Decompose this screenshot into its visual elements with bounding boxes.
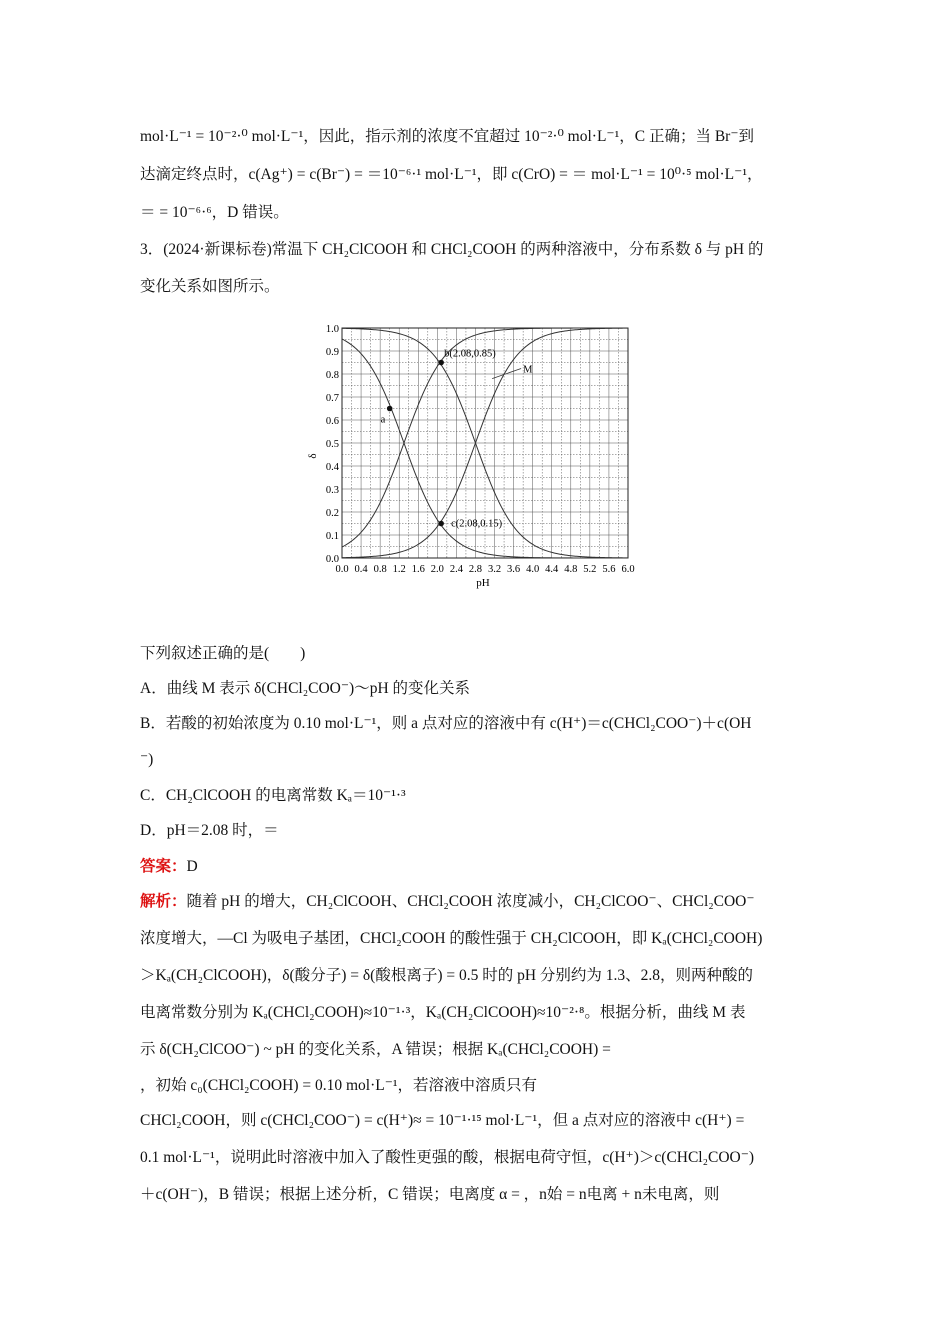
distribution-chart xyxy=(296,316,646,594)
question-3-line-1: 3．(2024·新课标卷)常温下 CH₂ClCOOH 和 CHCl₂COOH 的两种溶液中，分布系数 δ 与 pH 的 xyxy=(140,241,764,258)
x-tick-label: 2.4 xyxy=(449,564,463,575)
answer-label: 答案： xyxy=(140,858,187,875)
option-b-line-1: B．若酸的初始浓度为 0.10 mol·L⁻¹，则 a 点对应的溶液中有 c(H⁺)＝c(CHCl₂COO⁻)＋c(OH xyxy=(140,715,752,732)
option-a: A．曲线 M 表示 δ(CHCl₂COO⁻)～pH 的变化关系 xyxy=(140,680,471,697)
x-tick-label: 0.4 xyxy=(354,564,368,575)
text-line-2: 达滴定终点时，c(Ag⁺) = c(Br⁻) = ＝10⁻⁶·¹ mol·L⁻¹，即 c(CrO) = ＝ mol·L⁻¹ = 10⁰·⁵ mol·L⁻¹， xyxy=(140,166,763,183)
data-point xyxy=(438,521,444,527)
chart-points xyxy=(381,349,533,530)
y-tick-label: 0.3 xyxy=(325,485,339,496)
data-point xyxy=(387,406,393,412)
x-tick-label: 4.0 xyxy=(526,564,540,575)
x-tick-label: 1.2 xyxy=(392,564,406,575)
option-c: C．CH₂ClCOOH 的电离常数 Kₐ＝10⁻¹·³ xyxy=(140,787,406,804)
x-tick-label: 2.0 xyxy=(430,564,444,575)
text-line-3: ＝ = 10⁻⁶·⁶，D 错误。 xyxy=(140,204,289,221)
x-tick-label: 2.8 xyxy=(468,564,483,575)
x-tick-label: 0.0 xyxy=(335,564,349,575)
y-tick-label: 0.4 xyxy=(325,462,339,473)
x-tick-label: 3.2 xyxy=(487,564,502,575)
analysis-line-9: ＋c(OH⁻)，B 错误；根据上述分析，C 错误；电离度 α = ，n始 = n电离 + n未电离，则 xyxy=(140,1186,720,1203)
data-point xyxy=(438,360,444,366)
answer-value: D xyxy=(186,858,198,875)
point-label: a xyxy=(380,414,386,426)
curve-m-label: M xyxy=(523,364,533,376)
analysis-line-3: ＞Kₐ(CH₂ClCOOH)，δ(酸分子) = δ(酸根离子) = 0.5 时的 pH 分别约为 1.3、2.8，则两种酸的 xyxy=(140,967,754,984)
x-axis-label: pH xyxy=(476,577,490,589)
analysis-text-1: 随着 pH 的增大，CH₂ClCOOH、CHCl₂COOH 浓度减小，CH₂ClCOO⁻、CHCl₂COO⁻ xyxy=(186,893,755,910)
x-tick-label: 5.6 xyxy=(602,564,616,575)
y-tick-label: 0.9 xyxy=(325,347,339,358)
question-stem: 下列叙述正确的是( ) xyxy=(140,645,306,662)
y-axis-label: δ xyxy=(307,453,319,459)
y-tick-label: 0.6 xyxy=(325,416,339,427)
x-tick-label: 4.8 xyxy=(564,564,578,575)
x-tick-label: 4.4 xyxy=(545,564,559,575)
y-tick-label: 0.8 xyxy=(325,370,339,381)
analysis-line-7: CHCl₂COOH，则 c(CHCl₂COO⁻) = c(H⁺)≈ = 10⁻¹·¹⁵ mol·L⁻¹，但 a 点对应的溶液中 c(H⁺) = xyxy=(140,1112,745,1129)
distribution-figure xyxy=(296,316,646,594)
y-tick-label: 0.2 xyxy=(325,508,339,519)
y-tick-label: 0.1 xyxy=(325,531,339,542)
question-3-line-2: 变化关系如图所示。 xyxy=(140,278,280,295)
option-b-line-2: ⁻) xyxy=(140,751,154,768)
y-tick-label: 0.5 xyxy=(325,439,339,450)
option-d: D．pH＝2.08 时，＝ xyxy=(140,822,279,839)
x-tick-label: 3.6 xyxy=(507,564,521,575)
analysis-line-1 xyxy=(140,892,812,912)
point-label: c(2.08,0.15) xyxy=(451,518,503,530)
text-line-1: mol·L⁻¹ = 10⁻²·⁰ mol·L⁻¹，因此，指示剂的浓度不宜超过 10⁻²·⁰ mol·L⁻¹，C 正确；当 Br⁻到 xyxy=(140,128,755,145)
x-tick-label: 1.6 xyxy=(411,564,425,575)
analysis-label: 解析： xyxy=(140,893,187,910)
analysis-line-4: 电离常数分别为 Kₐ(CHCl₂COOH)≈10⁻¹·³，Kₐ(CH₂ClCOOH)≈10⁻²·⁸。根据分析，曲线 M 表 xyxy=(140,1004,746,1021)
analysis-line-5: 示 δ(CH₂ClCOO⁻) ~ pH 的变化关系，A 错误；根据 Kₐ(CHCl₂COOH) = xyxy=(140,1041,611,1058)
point-label: b(2.08,0.85) xyxy=(444,348,496,360)
analysis-line-8: 0.1 mol·L⁻¹，说明此时溶液中加入了酸性更强的酸，根据电荷守恒，c(H⁺)＞c(CHCl₂COO⁻) xyxy=(140,1149,755,1166)
y-tick-label: 1.0 xyxy=(325,324,339,335)
x-tick-label: 0.8 xyxy=(373,564,387,575)
chart-ticks xyxy=(326,324,635,575)
answer-line xyxy=(140,857,812,877)
x-tick-label: 5.2 xyxy=(583,564,597,575)
y-tick-label: 0.0 xyxy=(325,554,339,565)
analysis-line-2: 浓度增大，—Cl 为吸电子基团，CHCl₂COOH 的酸性强于 CH₂ClCOOH，即 Kₐ(CHCl₂COOH) xyxy=(140,930,763,947)
x-tick-label: 6.0 xyxy=(621,564,635,575)
y-tick-label: 0.7 xyxy=(325,393,339,404)
analysis-line-6: ，初始 c₀(CHCl₂COOH) = 0.10 mol·L⁻¹，若溶液中溶质只有 xyxy=(140,1077,538,1094)
